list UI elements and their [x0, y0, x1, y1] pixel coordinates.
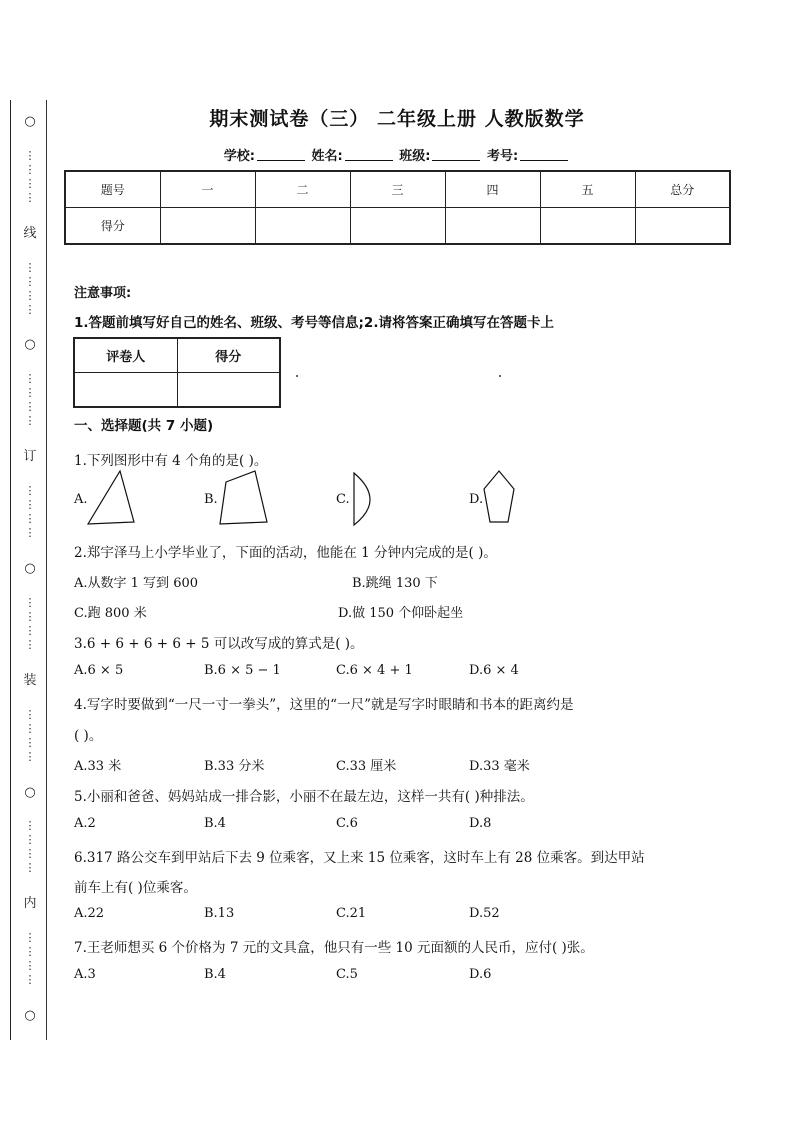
- binding-dot: ⋮: [24, 609, 36, 623]
- grader-label: 评卷人: [74, 338, 177, 373]
- question-4-option-a[interactable]: A.33 米: [74, 759, 122, 774]
- binding-dot: ⋮: [24, 847, 36, 861]
- stray-dot: [296, 375, 298, 377]
- binding-line-inner: [46, 100, 47, 1040]
- question-6-stem-continued: 前车上有( )位乘客。: [74, 880, 197, 896]
- score-table-score-row: [65, 208, 730, 245]
- grader-score-cell[interactable]: [177, 373, 280, 408]
- question-3-option-c[interactable]: C.6 × 4 + 1: [336, 663, 413, 678]
- binding-circle-icon: ○: [24, 113, 36, 129]
- binding-dot: ⋮: [24, 372, 36, 386]
- binding-dot: ⋮: [24, 959, 36, 973]
- binding-dot: ⋮: [24, 721, 36, 735]
- binding-margin: [20, 94, 40, 1044]
- binding-dot: ⋮: [24, 498, 36, 512]
- notes-text: 1.答题前填写好自己的姓名、班级、考号等信息;2.请将答案正确填写在答题卡上: [74, 315, 554, 331]
- question-2-option-b[interactable]: B.跳绳 130 下: [352, 576, 438, 591]
- binding-dot: ⋮: [24, 749, 36, 763]
- student-info-line: [0, 145, 794, 164]
- score-table: [64, 170, 731, 245]
- curved-shape: [350, 470, 384, 530]
- question-1-option-a[interactable]: A.: [74, 492, 88, 507]
- question-4-stem: 4.写字时要做到“一尺一寸一拳头”，这里的“一尺”就是写字时眼睛和书本的距离约是: [74, 697, 574, 713]
- question-7-stem: 7.王老师想买 6 个价格为 7 元的文具盒，他只有一些 10 元面额的人民币，应付( )张。: [74, 940, 594, 956]
- binding-dot: ⋮: [24, 148, 36, 162]
- binding-dot: ⋮: [24, 386, 36, 400]
- grader-table: [73, 337, 281, 408]
- notes-heading: 注意事项:: [74, 286, 132, 301]
- binding-dot: ⋮: [24, 512, 36, 526]
- binding-circle-icon: ○: [24, 337, 36, 353]
- question-5-option-b[interactable]: B.4: [204, 816, 226, 831]
- binding-dot: ⋮: [24, 162, 36, 176]
- binding-marker: 内: [23, 896, 37, 912]
- binding-marker: 线: [23, 225, 37, 241]
- score-cell[interactable]: [160, 208, 255, 245]
- binding-line-outer: [10, 100, 11, 1040]
- question-6-option-a[interactable]: A.22: [74, 906, 105, 921]
- question-1-option-c[interactable]: C.: [336, 492, 350, 507]
- binding-dot: ⋮: [24, 260, 36, 274]
- question-4-option-c[interactable]: C.33 厘米: [336, 759, 397, 774]
- grader-cell[interactable]: [74, 373, 177, 408]
- score-cell[interactable]: [445, 208, 540, 245]
- question-3-option-a[interactable]: A.6 × 5: [74, 663, 124, 678]
- question-5-stem: 5.小丽和爸爸、妈妈站成一排合影，小丽不在最左边，这样一共有( )种排法。: [74, 789, 534, 805]
- question-6-stem: 6.317 路公交车到甲站后下去 9 位乘客，又上来 15 位乘客，这时车上有 28 位乘客。到达甲站: [74, 850, 645, 866]
- binding-dot: ⋮: [24, 526, 36, 540]
- binding-dot: ⋮: [24, 735, 36, 749]
- question-4-option-b[interactable]: B.33 分米: [204, 759, 265, 774]
- score-header-cell: 三: [350, 171, 445, 208]
- question-7-option-b[interactable]: B.4: [204, 967, 226, 982]
- stray-dot: [499, 375, 501, 377]
- binding-dot: ⋮: [24, 973, 36, 987]
- binding-dot: ⋮: [24, 637, 36, 651]
- binding-marker: 装: [23, 672, 37, 688]
- binding-dot: ⋮: [24, 414, 36, 428]
- question-5-option-c[interactable]: C.6: [336, 816, 358, 831]
- binding-circle-icon: ○: [24, 1008, 36, 1024]
- question-4-option-d[interactable]: D.33 毫米: [469, 759, 530, 774]
- question-5-option-a[interactable]: A.2: [74, 816, 96, 831]
- question-7-option-c[interactable]: C.5: [336, 967, 358, 982]
- grader-header-row: [74, 338, 280, 373]
- exam-number-label: 考号:: [487, 149, 519, 164]
- score-header-cell: 题号: [65, 171, 160, 208]
- binding-dot: ⋮: [24, 288, 36, 302]
- question-7-option-d[interactable]: D.6: [469, 967, 492, 982]
- school-label: 学校:: [223, 149, 255, 164]
- score-header-cell: 二: [255, 171, 350, 208]
- question-1-stem: 1.下列图形中有 4 个角的是( )。: [74, 453, 268, 469]
- score-header-cell: 五: [540, 171, 635, 208]
- binding-dot: ⋮: [24, 945, 36, 959]
- binding-dot: ⋮: [24, 931, 36, 945]
- score-cell[interactable]: [540, 208, 635, 245]
- name-label: 姓名:: [311, 149, 343, 164]
- binding-dot: ⋮: [24, 274, 36, 288]
- binding-dot: ⋮: [24, 190, 36, 204]
- score-header-cell: 总分: [635, 171, 730, 208]
- question-6-option-d[interactable]: D.52: [469, 906, 500, 921]
- binding-dot: ⋮: [24, 595, 36, 609]
- name-blank[interactable]: [345, 148, 393, 161]
- binding-dot: ⋮: [24, 819, 36, 833]
- question-5-option-d[interactable]: D.8: [469, 816, 492, 831]
- binding-dot: ⋮: [24, 623, 36, 637]
- question-3-stem: 3.6 + 6 + 6 + 6 + 5 可以改写成的算式是( )。: [74, 636, 364, 652]
- binding-circle-icon: ○: [24, 784, 36, 800]
- exam-number-blank[interactable]: [520, 148, 568, 161]
- question-1-option-d[interactable]: D.: [469, 492, 484, 507]
- grader-input-row: [74, 373, 280, 408]
- question-2-option-d[interactable]: D.做 150 个仰卧起坐: [338, 606, 464, 621]
- quadrilateral-shape: [216, 468, 272, 528]
- binding-dot: ⋮: [24, 707, 36, 721]
- question-1-option-b[interactable]: B.: [204, 492, 218, 507]
- score-header-cell: 四: [445, 171, 540, 208]
- question-7-option-a[interactable]: A.3: [74, 967, 96, 982]
- pentagon-shape: [480, 468, 520, 528]
- binding-dot: ⋮: [24, 400, 36, 414]
- score-row-label: 得分: [65, 208, 160, 245]
- question-2-option-c[interactable]: C.跑 800 米: [74, 606, 147, 621]
- binding-dot: ⋮: [24, 833, 36, 847]
- score-cell[interactable]: [255, 208, 350, 245]
- score-cell[interactable]: [350, 208, 445, 245]
- binding-dot: ⋮: [24, 176, 36, 190]
- class-blank[interactable]: [432, 148, 480, 161]
- triangle-shape: [84, 468, 140, 528]
- binding-circle-icon: ○: [24, 561, 36, 576]
- score-table-header-row: [65, 171, 730, 208]
- question-6-option-b[interactable]: B.13: [204, 906, 235, 921]
- question-3-option-d[interactable]: D.6 × 4: [469, 663, 519, 678]
- question-4-stem-continued: ( )。: [74, 728, 103, 744]
- section-title: 一、选择题(共 7 小题): [74, 418, 214, 434]
- binding-dot: ⋮: [24, 861, 36, 875]
- score-header-cell: 一: [160, 171, 255, 208]
- grader-score-label: 得分: [177, 338, 280, 373]
- question-2-stem: 2.郑宇泽马上小学毕业了，下面的活动，他能在 1 分钟内完成的是( )。: [74, 545, 497, 561]
- exam-title: 期末测试卷（三） 二年级上册 人教版数学: [209, 108, 585, 130]
- question-3-option-b[interactable]: B.6 × 5 − 1: [204, 663, 281, 678]
- question-6-option-c[interactable]: C.21: [336, 906, 367, 921]
- score-cell[interactable]: [635, 208, 730, 245]
- school-blank[interactable]: [257, 148, 305, 161]
- class-label: 班级:: [399, 149, 431, 164]
- question-2-option-a[interactable]: A.从数字 1 写到 600: [74, 576, 199, 591]
- binding-dot: ⋮: [24, 484, 36, 498]
- binding-marker: 订: [23, 449, 37, 465]
- binding-dot: ⋮: [24, 302, 36, 316]
